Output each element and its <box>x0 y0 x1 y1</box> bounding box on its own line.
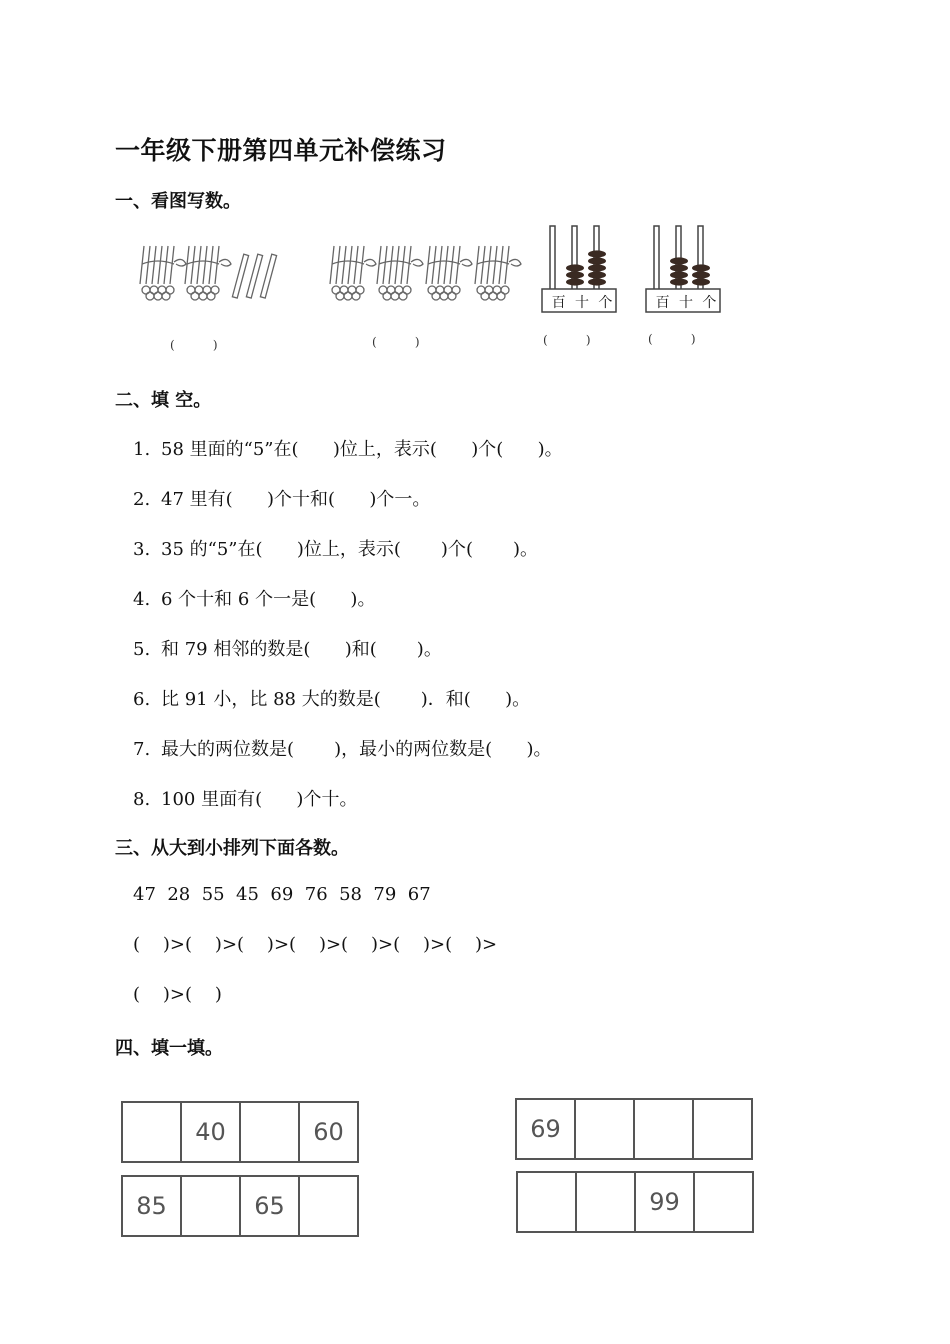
number-grid-right-top <box>515 1098 753 1160</box>
sort-answer-line-2[interactable]: ( )>( ) <box>133 984 222 1005</box>
question-number: 6. <box>133 689 151 710</box>
question-text: 47 里有( )个十和( )个一。 <box>161 489 431 510</box>
question-number: 3. <box>133 539 151 560</box>
stick-bundles-picture-1 <box>130 238 290 302</box>
answer-blank-4[interactable]: ( ) <box>648 332 696 346</box>
grid-cell[interactable]: 65 <box>240 1176 299 1236</box>
grid-cell[interactable]: 99 <box>635 1172 694 1232</box>
abacus-label-ones: 个 <box>598 295 613 311</box>
question-5 <box>133 635 442 661</box>
question-number: 4. <box>133 589 151 610</box>
abacus-label-ones: 个 <box>702 295 717 311</box>
number-grid-right-bottom <box>516 1171 754 1233</box>
abacus-label-tens: 十 <box>678 295 693 311</box>
abacus-1 <box>541 222 617 314</box>
question-text: 58 里面的“5”在( )位上，表示( )个( )。 <box>161 439 563 460</box>
section-4-heading: 四、填一填。 <box>115 1038 223 1059</box>
number-grid-left-top <box>121 1101 359 1163</box>
question-number: 5. <box>133 639 151 660</box>
grid-cell[interactable] <box>576 1172 635 1232</box>
grid-cell[interactable] <box>575 1099 634 1159</box>
question-6 <box>133 685 530 711</box>
grid-cell[interactable] <box>299 1176 358 1236</box>
question-number: 7. <box>133 739 151 760</box>
grid-cell[interactable] <box>634 1099 693 1159</box>
number-grid-left-bottom <box>121 1175 359 1237</box>
question-text: 比 91 小，比 88 大的数是( )．和( )。 <box>161 689 531 710</box>
sort-numbers: 47 28 55 45 69 76 58 79 67 <box>133 884 431 905</box>
question-3 <box>133 535 538 561</box>
question-text: 35 的“5”在( )位上，表示( )个( )。 <box>161 539 539 560</box>
question-2 <box>133 485 430 511</box>
sort-answer-line-1[interactable]: ( )>( )>( )>( )>( )>( )>( )> <box>133 934 498 955</box>
stick-bundles-picture-2 <box>325 238 530 302</box>
grid-cell[interactable] <box>240 1102 299 1162</box>
grid-cell[interactable] <box>122 1102 181 1162</box>
question-4 <box>133 585 375 611</box>
page-title: 一年级下册第四单元补偿练习 <box>115 136 447 165</box>
question-7 <box>133 735 551 761</box>
answer-blank-1[interactable]: ( ) <box>170 338 218 352</box>
grid-cell[interactable] <box>694 1172 753 1232</box>
grid-cell[interactable]: 69 <box>516 1099 575 1159</box>
grid-cell[interactable] <box>517 1172 576 1232</box>
grid-cell[interactable]: 60 <box>299 1102 358 1162</box>
abacus-2 <box>645 222 721 314</box>
abacus-label-hundreds: 百 <box>655 295 670 311</box>
question-text: 最大的两位数是( )，最小的两位数是( )。 <box>161 739 552 760</box>
grid-cell[interactable]: 40 <box>181 1102 240 1162</box>
grid-cell[interactable] <box>181 1176 240 1236</box>
abacus-label-tens: 十 <box>574 295 589 311</box>
answer-blank-3[interactable]: ( ) <box>543 333 591 347</box>
abacus-label-hundreds: 百 <box>551 295 566 311</box>
section-1-heading: 一、看图写数。 <box>115 191 241 212</box>
question-number: 8. <box>133 789 151 810</box>
grid-cell[interactable] <box>693 1099 752 1159</box>
question-text: 6 个十和 6 个一是( )。 <box>161 589 376 610</box>
section-2-heading: 二、填 空。 <box>115 390 212 411</box>
grid-cell[interactable]: 85 <box>122 1176 181 1236</box>
section-3-heading: 三、从大到小排列下面各数。 <box>115 838 349 859</box>
answer-blank-2[interactable]: ( ) <box>372 335 420 349</box>
question-text: 100 里面有( )个十。 <box>161 789 358 810</box>
question-1 <box>133 435 563 461</box>
question-number: 1. <box>133 439 151 460</box>
question-text: 和 79 相邻的数是( )和( )。 <box>161 639 442 660</box>
question-number: 2. <box>133 489 151 510</box>
question-8 <box>133 785 357 811</box>
